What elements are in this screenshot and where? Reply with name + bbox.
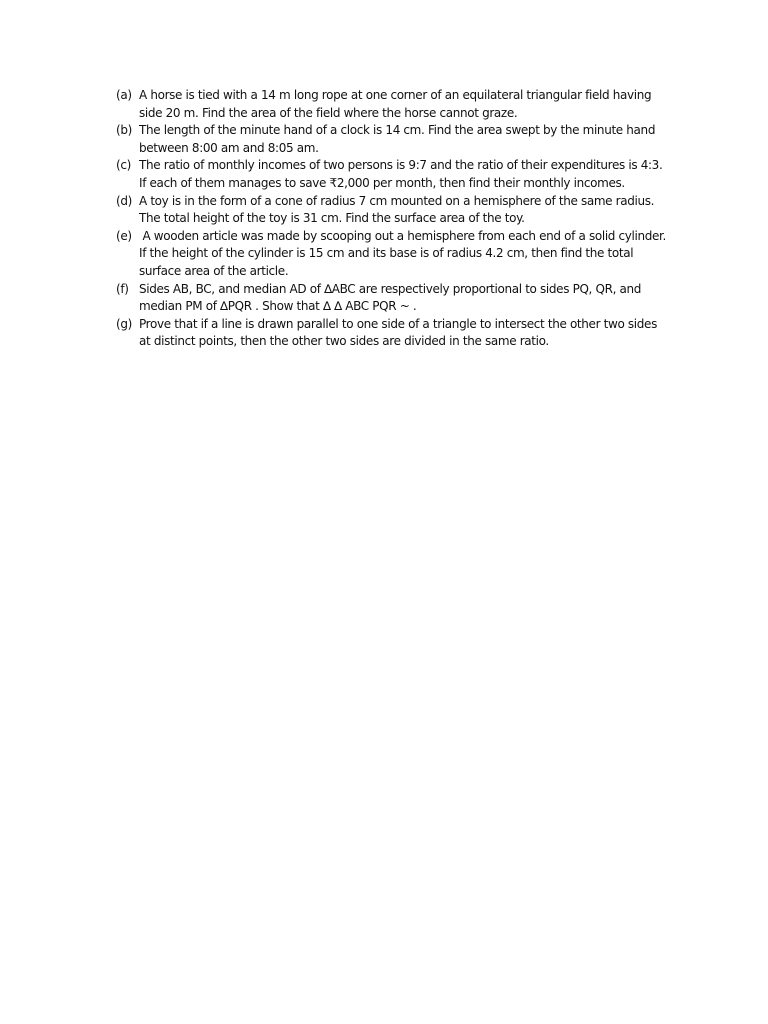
question-line: Sides AB, BC, and median AD of ∆ABC are respectively proportional to sides PQ, QR, and — [139, 281, 642, 296]
question-c — [116, 157, 696, 192]
question-text — [139, 281, 696, 316]
question-label: (c) — [116, 158, 131, 173]
question-line: A toy is in the form of a cone of radius 7 cm mounted on a hemisphere of the same radius. — [139, 193, 655, 208]
question-line: between 8:00 am and 8:05 am. — [139, 140, 319, 155]
question-text — [139, 193, 696, 228]
question-line: The ratio of monthly incomes of two persons is 9:7 and the ratio of their expenditures is 4:3. — [139, 158, 663, 173]
question-line: The length of the minute hand of a clock is 14 cm. Find the area swept by the minute hand — [139, 123, 656, 138]
question-label: (g) — [116, 316, 132, 331]
question-line: If each of them manages to save ₹2,000 per month, then find their monthly incomes. — [139, 175, 625, 190]
question-f — [116, 281, 696, 316]
question-label: (e) — [116, 228, 132, 243]
question-line: surface area of the article. — [139, 263, 289, 278]
question-line: If the height of the cylinder is 15 cm and its base is of radius 4.2 cm, then find the total — [139, 246, 634, 261]
question-label: (f) — [116, 281, 129, 296]
question-text — [139, 228, 696, 281]
question-list — [116, 87, 696, 351]
question-line: at distinct points, then the other two sides are divided in the same ratio. — [139, 334, 549, 349]
question-b — [116, 122, 696, 157]
question-line: median PM of ∆PQR . Show that ∆ ∆ ABC PQR ~ . — [139, 299, 417, 314]
question-text — [139, 316, 696, 351]
question-line: A wooden article was made by scooping out a hemisphere from each end of a solid cylinder. — [139, 228, 667, 243]
question-text — [139, 87, 696, 122]
question-a — [116, 87, 696, 122]
question-label: (b) — [116, 123, 132, 138]
question-e — [116, 228, 696, 281]
question-g — [116, 316, 696, 351]
question-label: (a) — [116, 88, 132, 102]
question-line: A horse is tied with a 14 m long rope at one corner of an equilateral triangular field having — [139, 88, 652, 102]
question-text — [139, 122, 696, 157]
question-text — [139, 157, 696, 192]
question-line: side 20 m. Find the area of the field where the horse cannot graze. — [139, 105, 518, 120]
question-line: The total height of the toy is 31 cm. Find the surface area of the toy. — [139, 211, 525, 226]
question-label: (d) — [116, 193, 132, 208]
question-d — [116, 193, 696, 228]
question-line: Prove that if a line is drawn parallel to one side of a triangle to intersect the other two sides — [139, 316, 657, 331]
